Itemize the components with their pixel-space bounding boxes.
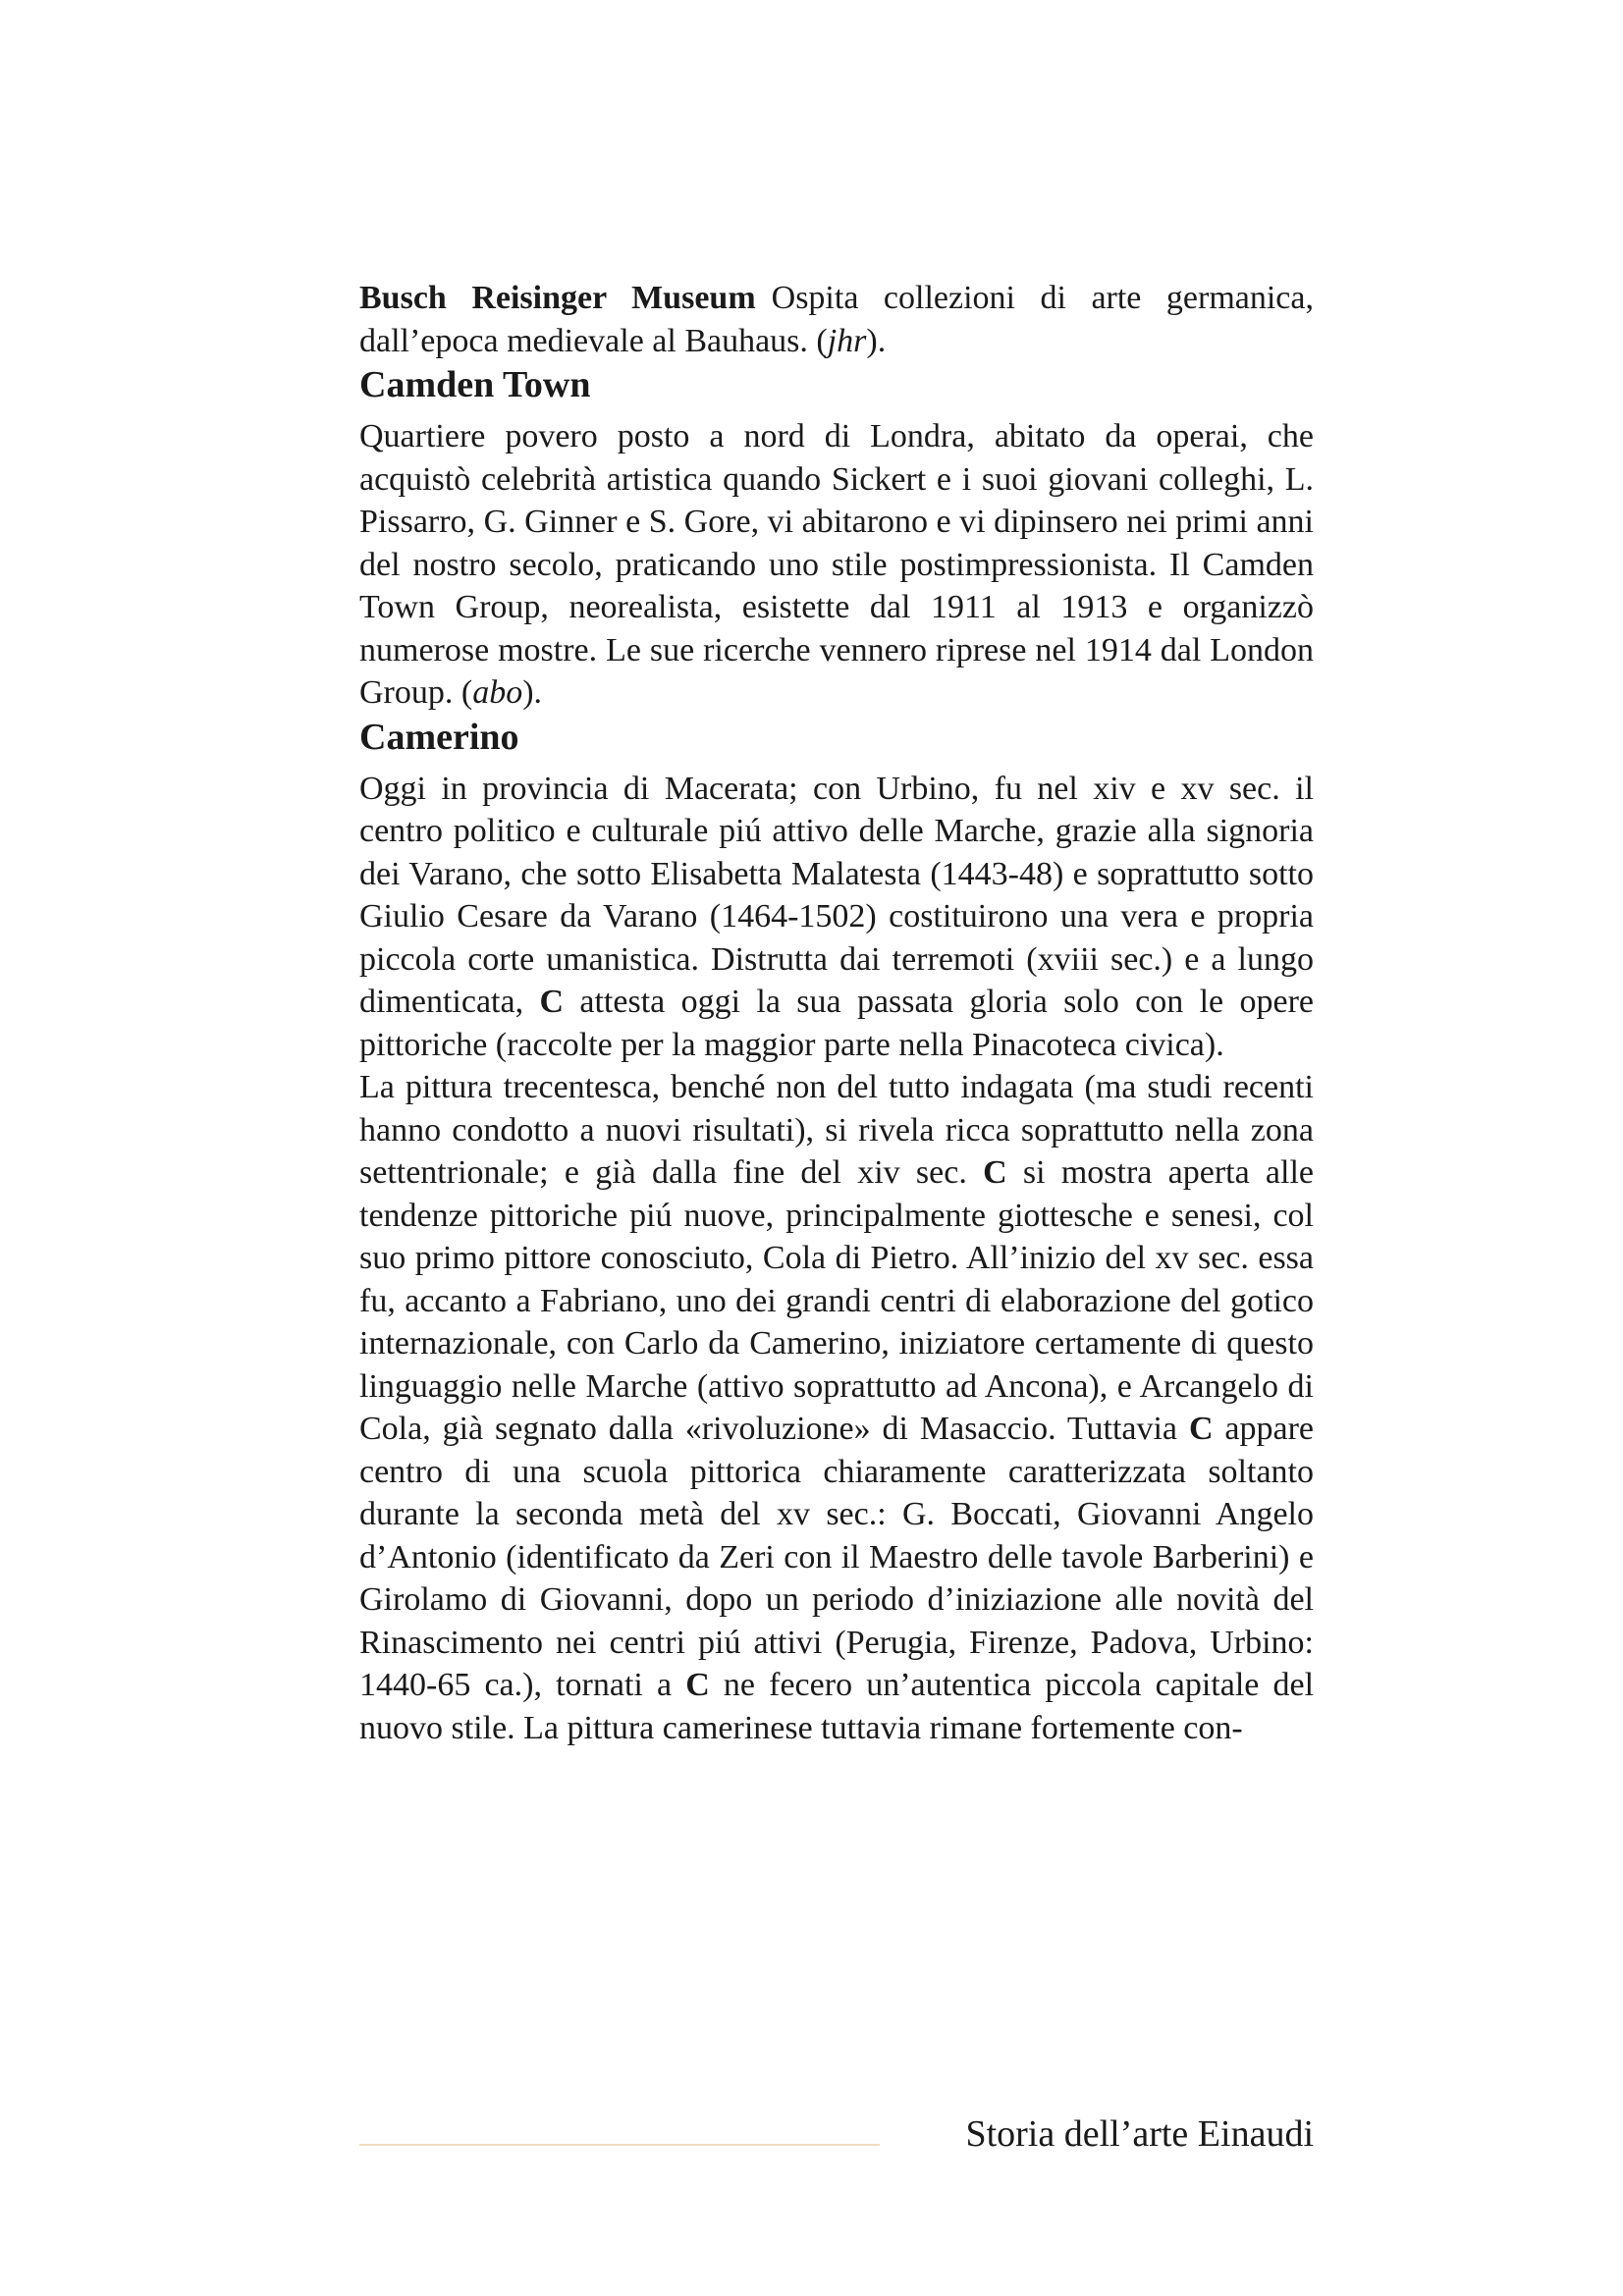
camerino-p2-abbrev-2: C [1188,1411,1214,1447]
entry-camerino-paragraph-1 [359,768,1314,1067]
camerino-p2-abbrev-1: C [983,1154,1007,1191]
entry-camerino-paragraph-2 [359,1066,1314,1749]
camerino-p1-text-b: attesta oggi la sua passata gloria solo con le opere pittoriche (raccolte per la maggior parte nella Pinacoteca civica). [359,984,1315,1063]
camerino-p2-text-b: si mostra aperta alle tendenze pittoriche piú nuove, principalmente giottesche e senesi, col suo primo pittore conosciuto, Cola di Pietro. All’inizio del xv sec. essa fu, accanto a Fabriano, uno dei grandi centri di elaborazione del gotico internazionale, con Carlo da Camerino, iniziatore certamente di questo linguaggio nelle Marche (attivo soprattutto ad Ancona), e Arcangelo di Cola, già segnato dalla «rivoluzione» di Masaccio. Tuttavia [359,1154,1315,1447]
main-text [359,277,1314,1749]
entry-camden-title: Camden Town [359,364,591,405]
entry-busch [359,277,1314,362]
entry-camden-author: abo [472,674,523,711]
footer-divider [359,2144,880,2146]
camerino-p2-text-d: ne fecero un’autentica piccola capitale del nuovo stile. La pittura camerinese tuttavia rimane fortemente con- [359,1667,1315,1746]
entry-busch-lemma: Busch Reisinger Museum [359,280,756,316]
camerino-p1-abbrev: C [539,984,565,1020]
entry-busch-text: Ospita collezioni di arte germanica, dall’epoca medievale al Bauhaus. ( [359,280,1314,359]
camerino-p2-abbrev-3: C [685,1667,710,1703]
entry-camerino-title: Camerino [359,716,519,758]
camerino-p2-text-a: La pittura trecentesca, benché non del tutto indagata (ma studi recenti hanno condotto a nuovi risultati), si rivela ricca soprattutto nella zona settentrionale; e già dalla fine del xiv sec. [359,1069,1314,1191]
camerino-p1-text-a: Oggi in provincia di Macerata; con Urbino, fu nel xiv e xv sec. il centro politico e culturale piú attivo delle Marche, grazie alla signoria dei Varano, che sotto Elisabetta Malatesta (1443-48) e soprattutto sotto Giulio Cesare da Varano (1464-1502) costituirono una vera e propria piccola corte umanistica. Distrutta dai terremoti (xviii sec.) e a lungo dimenticata, [359,770,1314,1020]
entry-camden-end: ). [522,674,543,711]
entry-busch-author: jhr [827,322,867,359]
entry-camden-body [359,415,1314,715]
camerino-p2-text-c: appare centro di una scuola pittorica chiaramente caratterizzata soltanto durante la seconda metà del xv sec.: G. Boccati, Giovanni Angelo d’Antonio (identificato da Zeri con il Maestro delle tavole Barberini) e Girolamo di Giovanni, dopo un periodo d’iniziazione alle novità del Rinascimento nei centri piú attivi (Perugia, Firenze, Padova, Urbino: 1440-65 ca.), tornati a [359,1411,1315,1703]
entry-busch-end: ). [866,322,887,359]
entry-camden-text: Quartiere povero posto a nord di Londra, abitato da operai, che acquistò celebrità artistica quando Sickert e i suoi giovani colleghi, L. Pissarro, G. Ginner e S. Gore, vi abitarono e vi dipinsero nei primi anni del nostro secolo, praticando uno stile postimpressionista. Il Camden Town Group, neorealista, esistette dal 1911 al 1913 e organizzò numerose mostre. Le sue ricerche vennero riprese nel 1914 dal London Group. ( [359,418,1314,711]
footer-series-title: Storia dell’arte Einaudi [965,2113,1314,2155]
